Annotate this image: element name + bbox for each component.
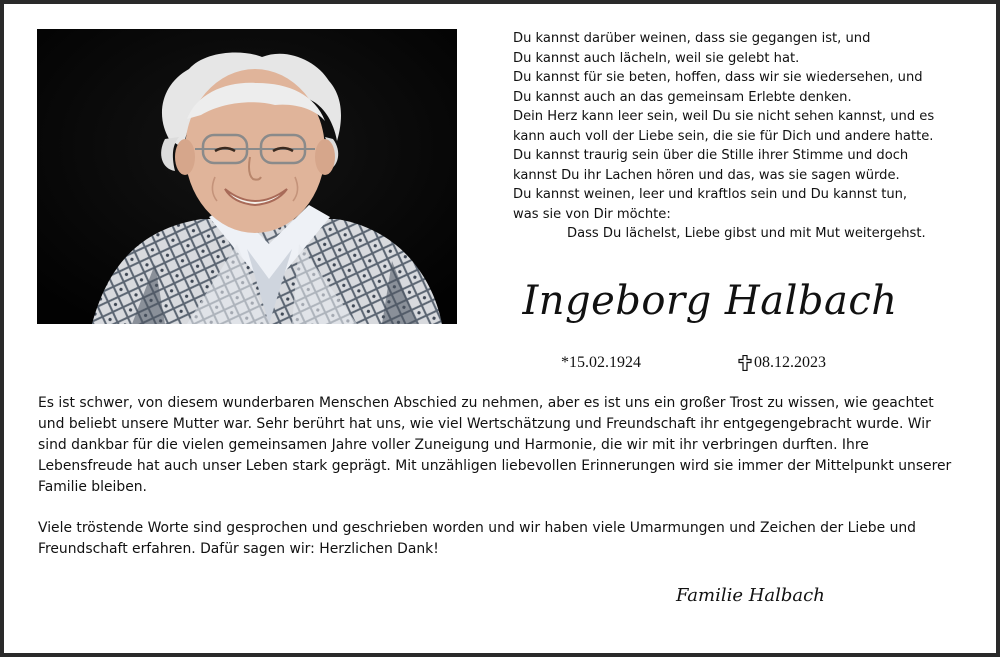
- portrait-photo: [37, 29, 457, 324]
- poem-line: Du kannst auch an das gemeinsam Erlebte denken.: [513, 89, 852, 105]
- poem-line: was sie von Dir möchte:: [513, 206, 671, 222]
- portrait-illustration: [37, 29, 457, 324]
- birth-date: *15.02.1924: [561, 354, 641, 371]
- poem-line: Du kannst auch lächeln, weil sie gelebt hat.: [513, 50, 800, 66]
- poem-line: Du kannst darüber weinen, dass sie gegangen ist, und: [513, 31, 871, 46]
- poem-line: Du kannst weinen, leer und kraftlos sein und Du kannst tun,: [513, 187, 908, 202]
- poem-line: Du kannst für sie beten, hoffen, dass wir sie wiedersehen, und: [513, 70, 923, 85]
- death-date-block: [738, 354, 826, 372]
- thank-you-text: [38, 393, 963, 560]
- deceased-name: Ingeborg Halbach: [522, 278, 898, 324]
- poem: [513, 29, 973, 244]
- body-paragraph: Viele tröstende Worte sind gesprochen und geschrieben worden und wir haben viele Umarmungen und Zeichen der Liebe und Freundschaft erfahren. Dafür sagen wir: Herzlichen Dank!: [38, 520, 917, 557]
- family-signature: Familie Halbach: [676, 585, 825, 606]
- death-date: 08.12.2023: [754, 354, 826, 371]
- poem-line: kann auch voll der Liebe sein, die sie für Dich und andere hatte.: [513, 128, 934, 144]
- poem-line: Dein Herz kann leer sein, weil Du sie nicht sehen kannst, und es: [513, 109, 935, 124]
- body-paragraph: Es ist schwer, von diesem wunderbaren Menschen Abschied zu nehmen, aber es ist uns ein großer Trost zu wissen, wie geachtet und beliebt unsere Mutter war. Sehr berührt hat uns, wie viel Wertschätzung und Freundschaft ihr entgegengebracht wurde. Wir sind dankbar für die vielen gemeinsamen Jahre voller Zuneigung und Harmonie, die wir mit ihr verbringen durften. Ihre Lebensfreude hat auch unser Leben stark geprägt. Mit unzähligen liebevollen Erinnerungen wird sie immer der Mittelpunkt unserer Familie bleiben.: [38, 395, 952, 495]
- cross-icon: [738, 355, 752, 371]
- poem-line: kannst Du ihr Lachen hören und das, was sie sagen würde.: [513, 167, 900, 183]
- poem-closing-line: Dass Du lächelst, Liebe gibst und mit Mut weitergehst.: [567, 226, 926, 241]
- poem-line: Du kannst traurig sein über die Stille ihrer Stimme und doch: [513, 148, 909, 163]
